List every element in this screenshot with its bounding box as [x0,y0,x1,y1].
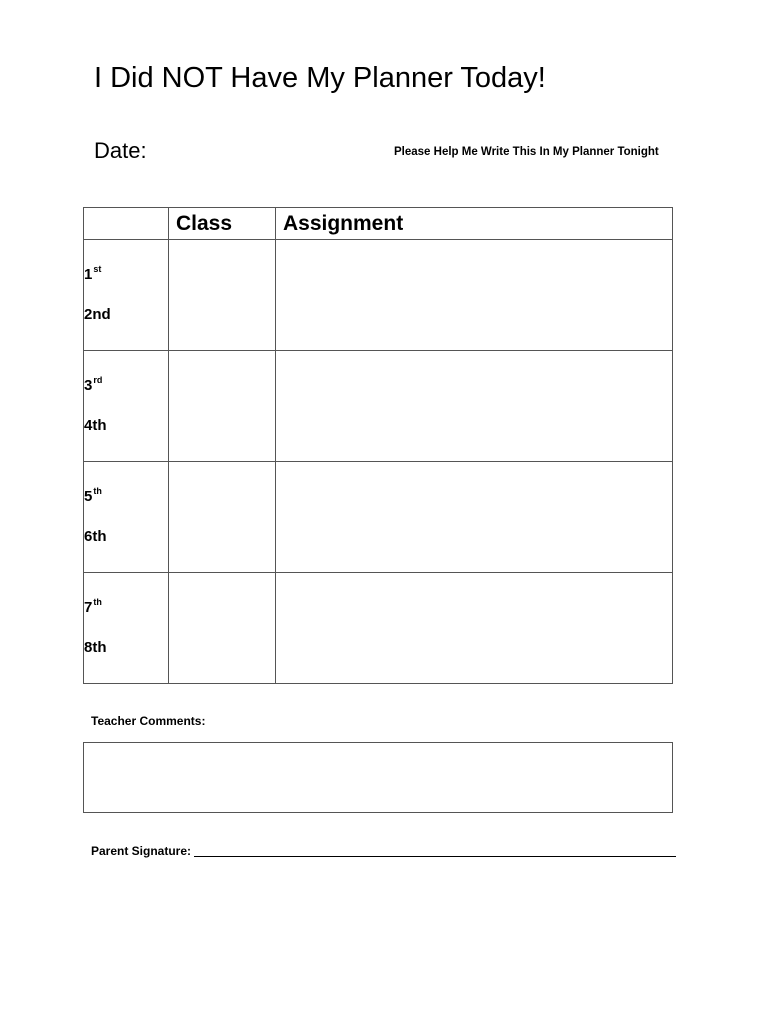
class-header: Class [169,208,276,240]
period-number: 7 [84,599,93,616]
assignment-cell[interactable] [276,462,673,573]
period-second: 6th [84,528,107,545]
period-first [84,486,168,506]
period-cell [84,462,169,573]
period-first [84,264,168,284]
class-cell[interactable] [169,351,276,462]
page-title: I Did NOT Have My Planner Today! [94,62,546,94]
period-header [84,208,169,240]
assignment-header: Assignment [276,208,673,240]
period-suffix: rd [93,375,103,385]
class-cell[interactable] [169,462,276,573]
period-first [84,597,168,617]
period-suffix: st [93,264,102,274]
period-second: 4th [84,417,107,434]
assignment-cell[interactable] [276,240,673,351]
period-second: 2nd [84,306,111,323]
assignment-cell[interactable] [276,573,673,684]
period-suffix: th [93,486,102,496]
period-cell [84,351,169,462]
period-cell [84,240,169,351]
date-label: Date: [94,138,147,163]
period-number: 3 [84,377,93,394]
period-number: 1 [84,266,93,283]
period-second: 8th [84,639,107,656]
period-cell [84,573,169,684]
parent-signature-line[interactable] [194,856,676,857]
assignment-table [83,207,673,684]
class-cell[interactable] [169,240,276,351]
parent-signature-label: Parent Signature: [91,844,192,858]
table-row [84,462,673,573]
help-note: Please Help Me Write This In My Planner Tonight [394,146,659,158]
table-header-row [84,208,673,240]
table-row [84,351,673,462]
period-number: 5 [84,488,93,505]
teacher-comments-label: Teacher Comments: [91,714,206,728]
teacher-comments-box[interactable] [83,742,673,813]
class-cell[interactable] [169,573,276,684]
period-suffix: th [93,597,102,607]
table-row [84,573,673,684]
table-row [84,240,673,351]
assignment-cell[interactable] [276,351,673,462]
period-first [84,375,168,395]
